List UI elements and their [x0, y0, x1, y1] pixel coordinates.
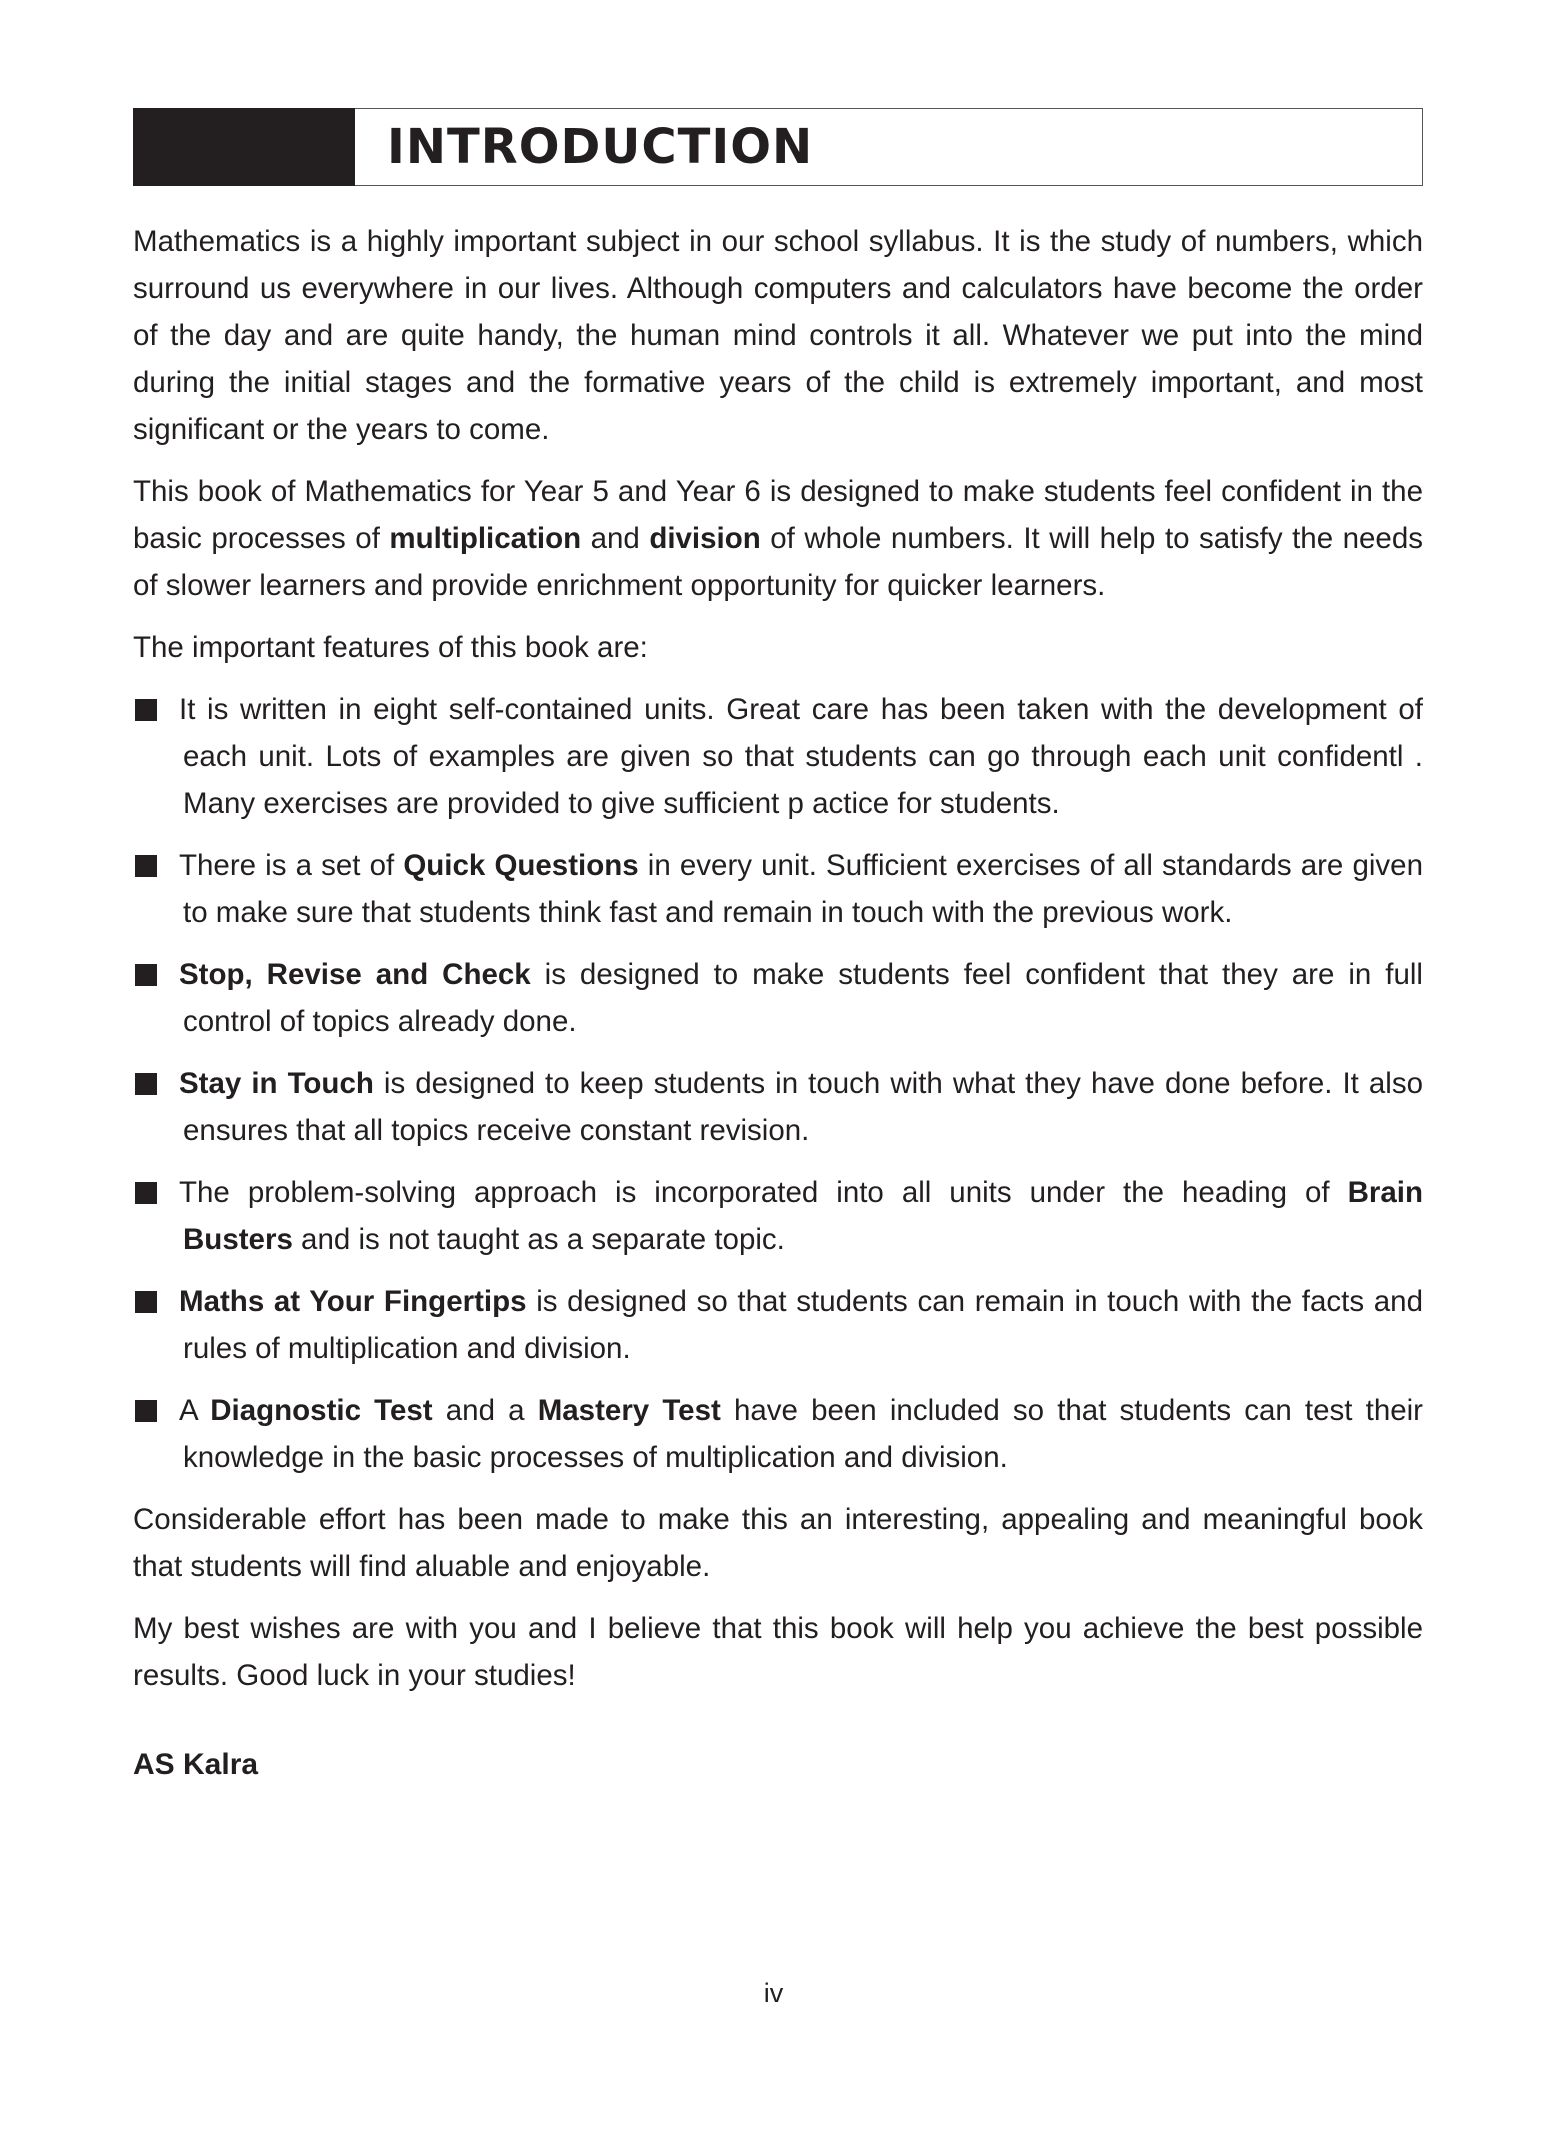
text-run: is designed to keep students in touch with what they have done before. It also ensures that all topics receive constant revision. [183, 1067, 1424, 1147]
feature-item [133, 1387, 1423, 1481]
square-bullet-icon [135, 699, 157, 721]
text-run: Mathematics is a highly important subject in our school syllabus. It is the study of numbers, which surround us everywhere in our lives. Although computers and calculators have become the order of the day and are quite handy, the human mind controls it all. Whatever we put into the mind during the initial stages and the formative years of the child is extremely important, and most significant or the years to come. [133, 225, 1423, 446]
text-run: have been included so that students can test their knowledge in the basic processes of multiplication and division. [183, 1394, 1424, 1474]
text-run: and [581, 522, 650, 555]
bold-term: Maths at Your Fingertips [179, 1285, 527, 1318]
header-black-bar [133, 108, 355, 186]
text-run: is designed so that students can remain in touch with the facts and rules of multiplication and division. [183, 1285, 1423, 1365]
bold-term: division [649, 522, 761, 555]
feature-item [133, 842, 1423, 936]
bold-term: multiplication [389, 522, 582, 555]
bold-term: Stay in Touch [179, 1067, 374, 1100]
intro-paragraph [133, 218, 1423, 453]
bold-term: Brain Busters [183, 1176, 1423, 1256]
intro-paragraph [133, 624, 1423, 671]
feature-item [133, 686, 1423, 827]
feature-item [133, 951, 1423, 1045]
text-run: My best wishes are with you and I believe that this book will help you achieve the best possible results. Good luck in your studies! [133, 1612, 1423, 1692]
page [133, 108, 1423, 1788]
text-run: and is not taught as a separate topic. [292, 1223, 785, 1256]
closing-section [133, 1496, 1423, 1699]
feature-item [133, 1169, 1423, 1263]
text-run: There is a set of [179, 849, 404, 882]
text-run: A [179, 1394, 211, 1427]
intro-section [133, 218, 1423, 671]
body-content [133, 218, 1423, 1788]
square-bullet-icon [135, 1291, 157, 1313]
text-run: in every unit. Sufficient exercises of all standards are given to make sure that students think fast and remain in touch with the previous work. [183, 849, 1423, 929]
square-bullet-icon [135, 1182, 157, 1204]
text-run: The problem-solving approach is incorporated into all units under the heading of [179, 1176, 1348, 1209]
intro-paragraph [133, 468, 1423, 609]
feature-item [133, 1278, 1423, 1372]
square-bullet-icon [135, 1073, 157, 1095]
feature-item [133, 1060, 1423, 1154]
page-number: iv [763, 1978, 784, 2008]
text-run: The important features of this book are: [133, 631, 648, 664]
text-run: of whole numbers. It will help to satisfy the needs of slower learners and provide enrichment opportunity for quicker learners. [133, 522, 1423, 602]
section-header [133, 108, 1423, 186]
text-run: is designed to make students feel confident that they are in full control of topics already done. [183, 958, 1423, 1038]
square-bullet-icon [135, 964, 157, 986]
text-run: Considerable effort has been made to make this an interesting, appealing and meaningful book that students will find aluable and enjoyable. [133, 1503, 1423, 1583]
feature-list [133, 686, 1423, 1481]
bold-term: Diagnostic Test [210, 1394, 433, 1427]
closing-paragraph [133, 1496, 1423, 1590]
square-bullet-icon [135, 855, 157, 877]
text-run: It is written in eight self-contained units. Great care has been taken with the development of each unit. Lots of examples are given so that students can go through each unit confidentl . Many exercises are provided to give sufficient p actice for students. [179, 693, 1423, 820]
bold-term: Stop, Revise and Check [179, 958, 531, 991]
text-run: This book of Mathematics for Year 5 and Year 6 is designed to make students feel confident in the basic processes of [133, 475, 1423, 555]
closing-paragraph [133, 1605, 1423, 1699]
text-run: and a [432, 1394, 538, 1427]
bold-term: Mastery Test [537, 1394, 721, 1427]
author-signature: AS Kalra [133, 1748, 259, 1781]
bold-term: Quick Questions [403, 849, 639, 882]
square-bullet-icon [135, 1400, 157, 1422]
page-title: INTRODUCTION [387, 119, 814, 175]
